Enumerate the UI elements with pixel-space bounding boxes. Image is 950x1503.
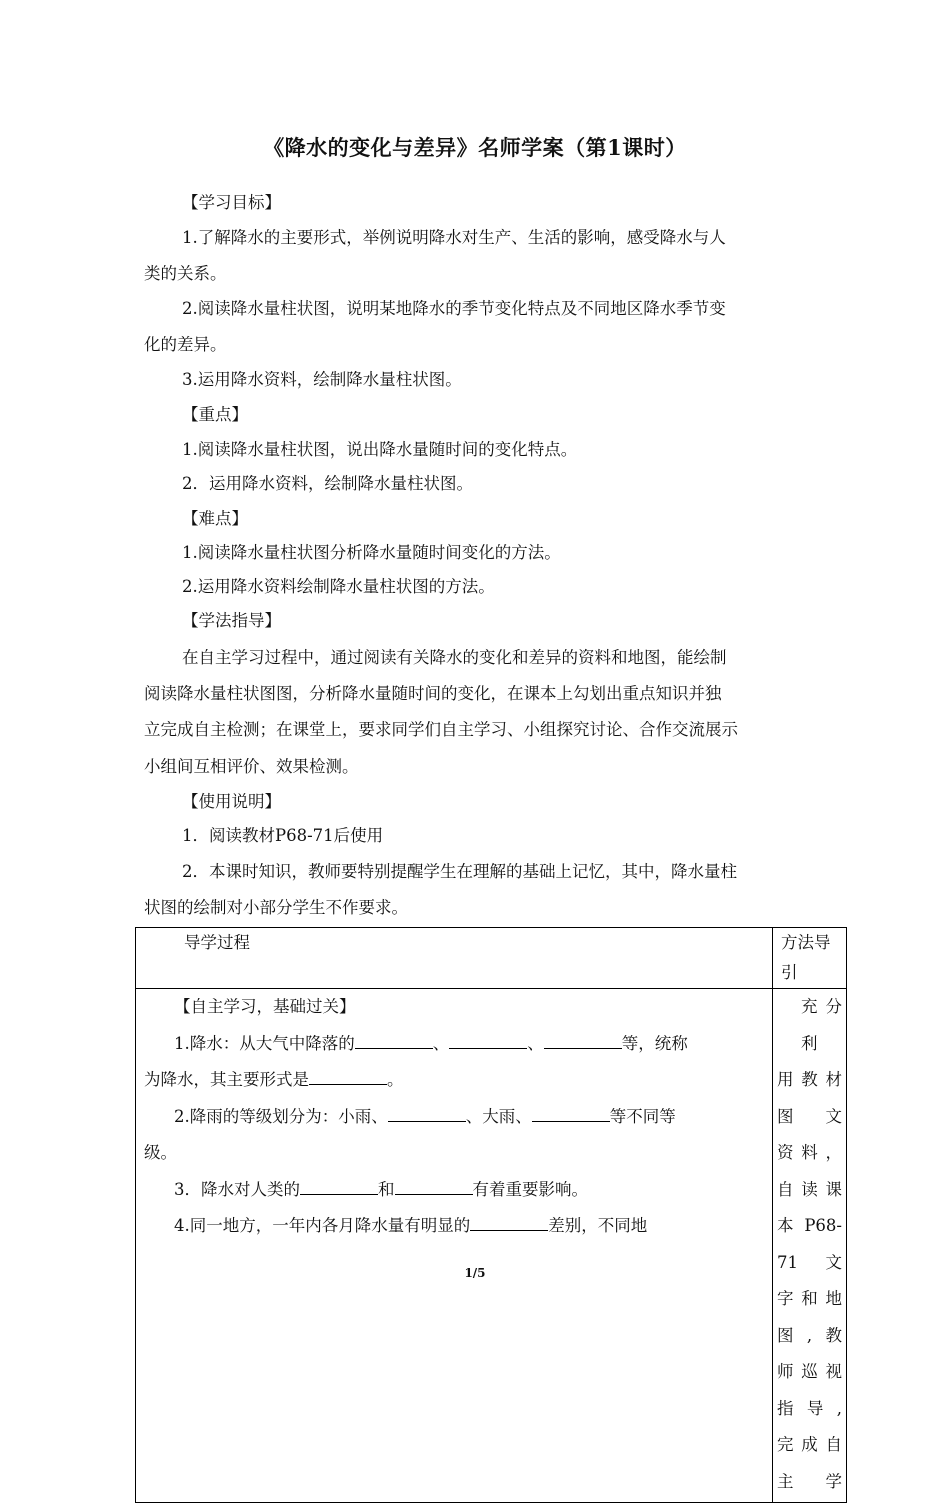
page-number: 1/5 [464,1266,486,1280]
question-1-line-1: 1.降水：从大气中降落的 、 、 等，统称 [174,1033,688,1053]
method-guide-line-4: 小组间互相评价、效果检测。 [144,757,359,776]
question-1-line-2: 为降水，其主要形式是 。 [144,1070,404,1089]
method-guide-line-2: 阅读降水量柱状图图，分析降水量随时间的变化，在课本上勾划出重点知识并独 [144,684,722,703]
method-guide-heading: 【学法指导】 [182,611,281,630]
usage-item-2-line-1: 2．本课时知识，教师要特别提醒学生在理解的基础上记忆，其中，降水量柱 [182,862,737,881]
method-line: 用教材图文 [777,1070,842,1126]
objective-1-line-1: 1.了解降水的主要形式，举例说明降水对生产、生活的影响，感受降水与人 [182,228,726,247]
key-point-2: 2．运用降水资料，绘制降水量柱状图。 [182,474,473,493]
question-4-line-1: 4.同一地方，一年内各月降水量有明显的 差别，不同地 [174,1216,648,1235]
header-process: 导学过程 [136,928,773,989]
method-line: 字和地图,教 [777,1289,842,1345]
answer-blank [300,1180,378,1195]
method-line: 师巡视指导, [777,1362,842,1418]
difficulty-2: 2.运用降水资料绘制降水量柱状图的方法。 [182,577,495,596]
answer-blank [355,1034,433,1049]
difficulties-heading: 【难点】 [182,509,248,528]
answer-blank [309,1070,387,1085]
method-line: 资料，自读课 [777,1143,842,1199]
objective-3: 3.运用降水资料，绘制降水量柱状图。 [182,370,462,389]
method-line: 本P68-71文 [777,1216,842,1272]
method-guide-line-3: 立完成自主检测；在课堂上，要求同学们自主学习、小组探究讨论、合作交流展示 [144,720,738,739]
answer-blank [388,1107,466,1122]
objective-2-line-2: 化的差异。 [144,335,227,354]
process-cell [136,989,773,1503]
document-title: 《降水的变化与差异》名师学案（第1课时） [263,135,687,160]
answer-blank [449,1034,527,1049]
question-3: 3．降水对人类的 和 有着重要影响。 [174,1179,588,1199]
table-row [136,989,847,1503]
answer-blank [395,1180,473,1195]
answer-blank [470,1216,548,1231]
key-point-1: 1.阅读降水量柱状图，说出降水量随时间的变化特点。 [182,440,578,459]
answer-blank [532,1107,610,1122]
objective-1-line-2: 类的关系。 [144,264,227,283]
usage-item-2-line-2: 状图的绘制对小部分学生不作要求。 [144,898,408,917]
method-guide-line-1: 在自主学习过程中，通过阅读有关降水的变化和差异的资料和地图，能绘制 [182,648,727,667]
question-2-line-1: 2.降雨的等级划分为：小雨、 、大雨、 等不同等 [174,1106,676,1126]
key-points-heading: 【重点】 [182,405,248,424]
objectives-heading: 【学习目标】 [182,193,281,212]
table-header-row [136,928,847,989]
objective-2-line-1: 2.阅读降水量柱状图，说明某地降水的季节变化特点及不同地区降水季节变 [182,299,726,318]
method-line: 充分利 [801,997,842,1053]
usage-heading: 【使用说明】 [182,792,281,811]
method-line: 完成自主学 [777,1435,842,1491]
difficulty-1: 1.阅读降水量柱状图分析降水量随时间变化的方法。 [182,543,561,562]
method-cell [773,989,847,1503]
study-guide-table [135,927,847,1503]
usage-item-1: 1．阅读教材P68-71后使用 [182,826,384,845]
answer-blank [544,1034,622,1049]
question-2-line-2: 级。 [144,1143,177,1162]
header-method: 方法导引 [773,928,847,989]
section-heading: 【自主学习，基础过关】 [174,997,356,1016]
